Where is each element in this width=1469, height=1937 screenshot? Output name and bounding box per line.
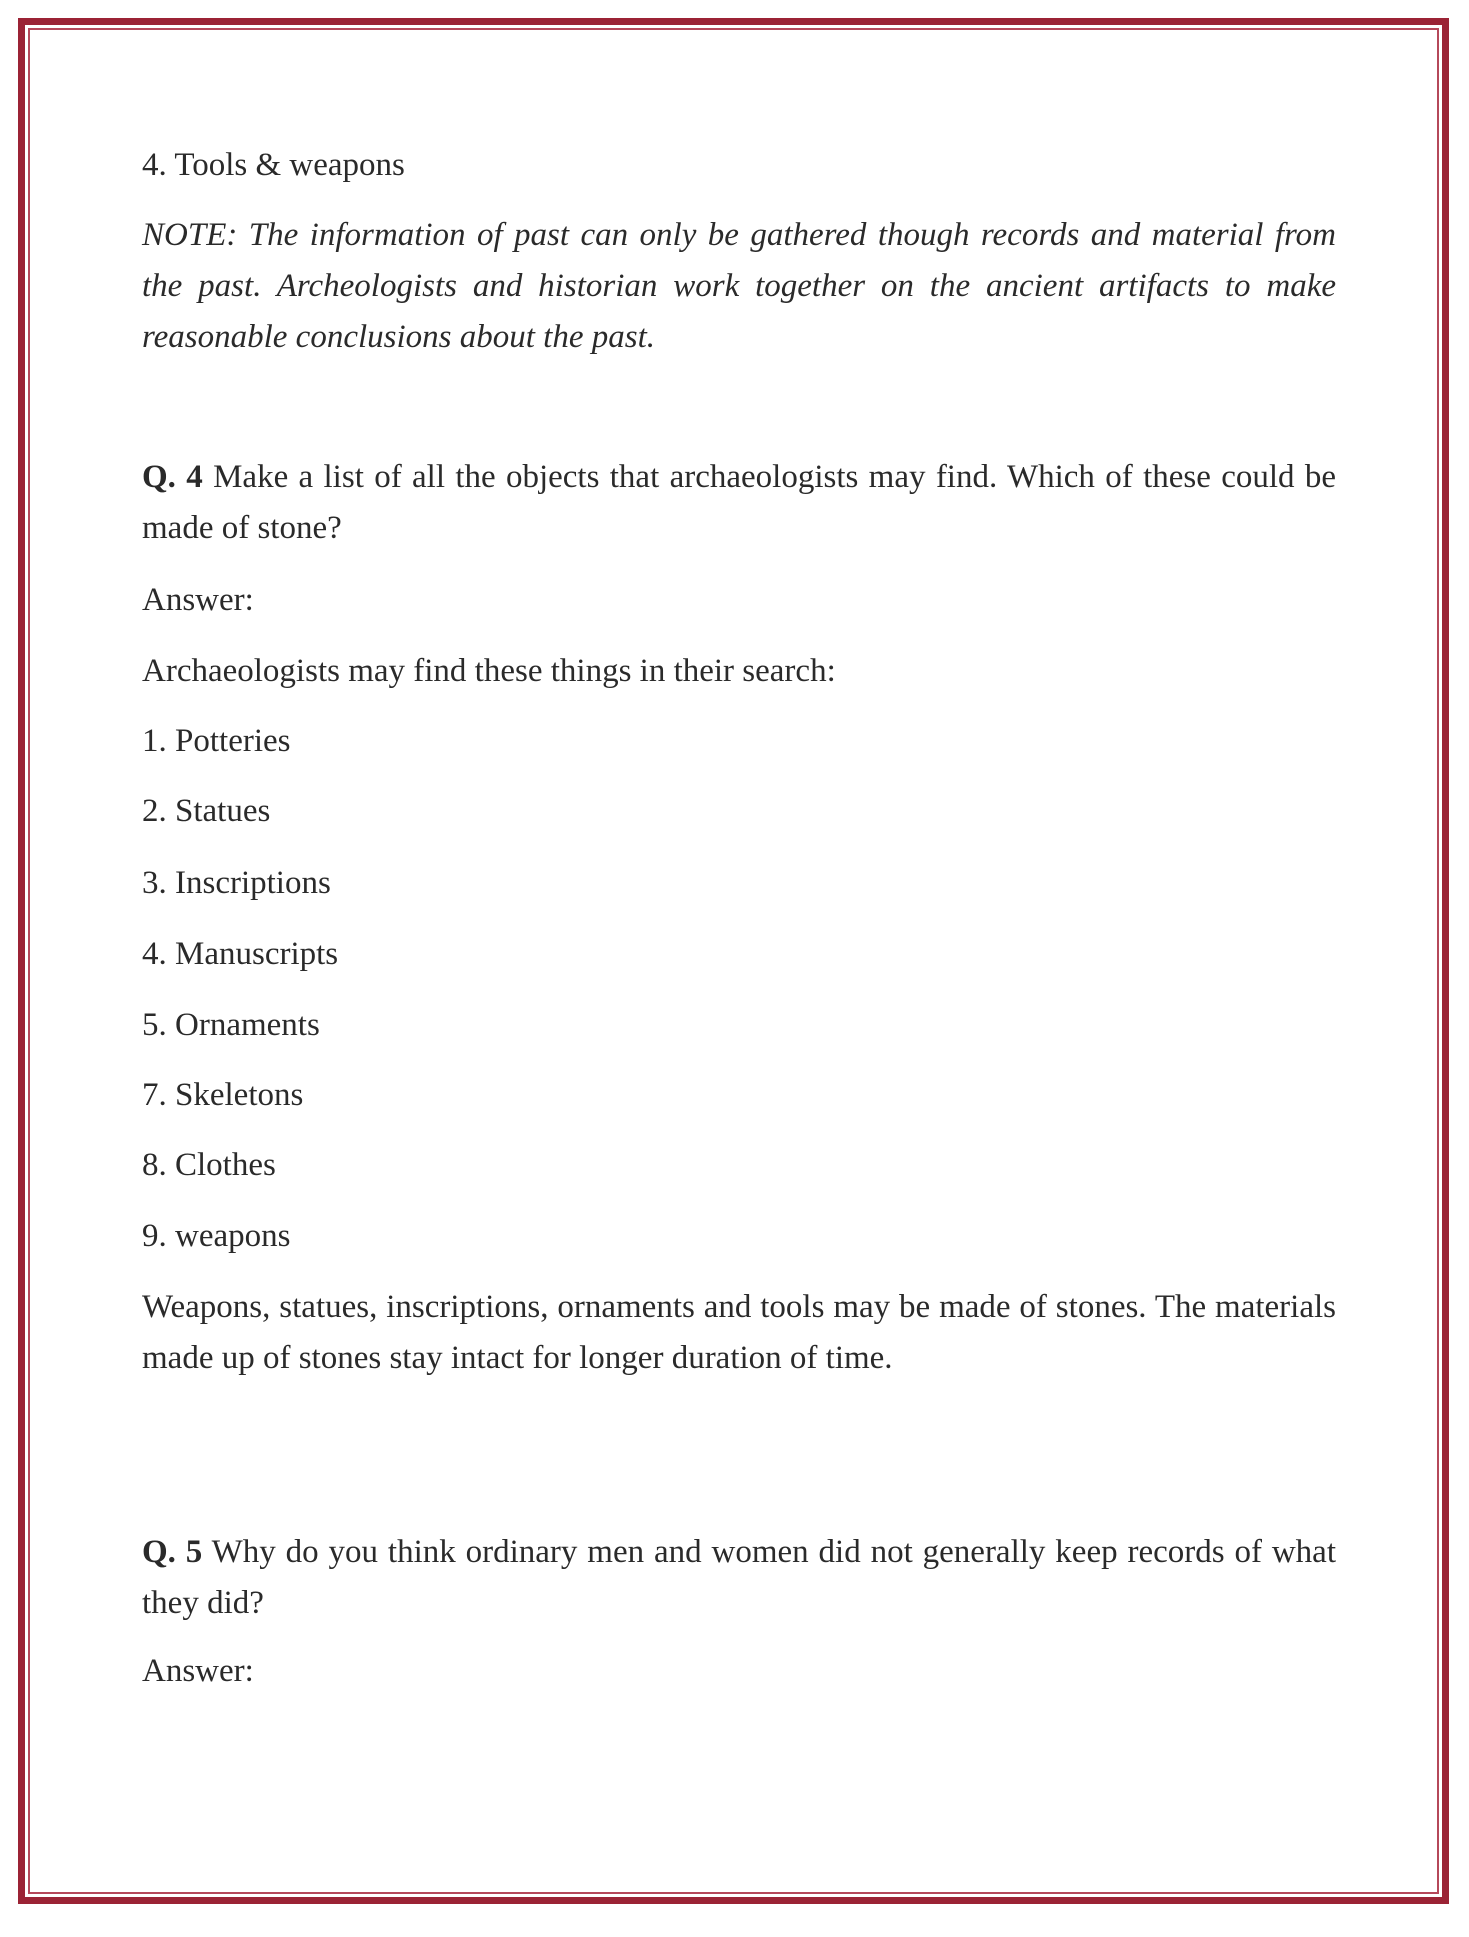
answer-conclusion: Weapons, statues, inscriptions, ornaments and tools may be made of stones. The materials made up of stones stay intact for longer duration of time. [142,1289,1336,1376]
list-item: 1. Potteries [142,723,291,759]
answer-intro: Archaeologists may find these things in their search: [142,653,836,689]
list-item: 4. Tools & weapons [142,147,405,183]
list-item: 2. Statues [142,793,271,829]
question-5 [142,1527,1336,1629]
list-item: 3. Inscriptions [142,865,331,901]
list-item: 7. Skeletons [142,1077,304,1113]
list-item: 9. weapons [142,1218,291,1254]
list-item: 4. Manuscripts [142,936,339,972]
question-label: Q. 4 [142,459,203,495]
question-text: Make a list of all the objects that archaeologists may find. Which of these could be made of stone? [142,459,1336,546]
answer-label: Answer: [142,582,254,618]
list-item: 5. Ornaments [142,1007,320,1043]
question-4 [142,452,1336,554]
note-paragraph: NOTE: The information of past can only be gathered though records and material from the past. Archeologists and historian work together on the ancient artifacts to make reasonable conclusions about the past. [142,217,1336,355]
question-text: Why do you think ordinary men and women did not generally keep records of what they did? [142,1534,1336,1621]
list-item: 8. Clothes [142,1147,276,1183]
answer-label: Answer: [142,1653,254,1689]
question-label: Q. 5 [142,1534,203,1570]
